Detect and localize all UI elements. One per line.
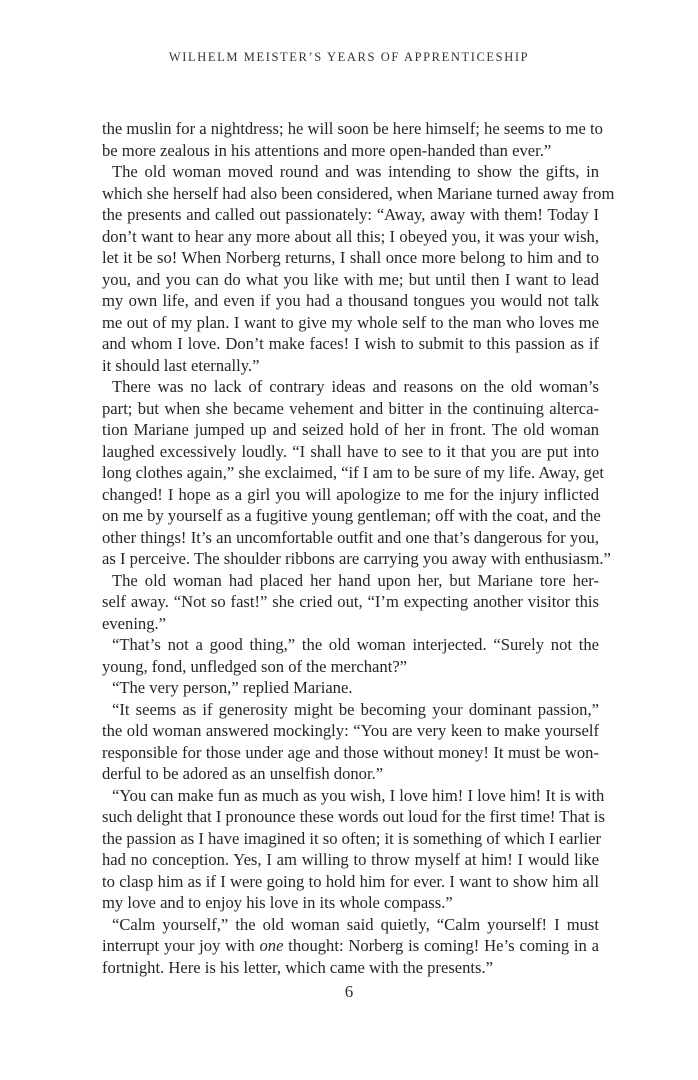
text-line: evening.” (102, 613, 167, 633)
text-line: self away. “Not so fast!” she cried out, “I’m expecting another visitor this (102, 592, 599, 611)
text-line: fortnight. Here is his letter, which came with the presents.” (102, 957, 494, 977)
text-line: be more zealous in his attentions and more open-handed than ever.” (102, 140, 552, 160)
text-line: on me by yourself as a fugitive young gentleman; off with the coat, and the (102, 506, 601, 525)
text-line: and whom I love. Don’t make faces! I wish to submit to this passion as if (102, 334, 599, 353)
running-head: WILHELM MEISTER’S YEARS OF APPRENTICESHIP (168, 50, 530, 64)
text-line: let it be so! When Norberg returns, I shall once more belong to him and to (102, 248, 599, 267)
text-line: such delight that I pronounce these words out loud for the first time! That is (102, 807, 605, 826)
text-line: you, and you can do what you like with me; but until then I want to lead (102, 269, 599, 289)
text-run: thought: Norberg is coming! He’s coming in a (283, 936, 599, 955)
text-line: which she herself had also been considered, when Mariane turned away from (102, 183, 615, 203)
text-line: the presents and called out passionately: “Away, away with them! Today I (102, 205, 599, 224)
page-number: 6 (344, 982, 354, 1001)
text-line: the muslin for a nightdress; he will soon be here himself; he seems to me to (102, 119, 603, 138)
text-line: it should last eternally.” (102, 355, 260, 375)
text-line: part; but when she became vehement and bitter in the continuing alterca- (102, 398, 599, 418)
text-line: my love and to enjoy his love in its whole compass.” (102, 893, 453, 912)
text-line: the passion as I have imagined it so often; it is something of which I earlier (102, 828, 602, 848)
paragraph-start-line: “You can make fun as much as you wish, I love him! I love him! It is with (112, 785, 605, 805)
paragraph-start-line: “It seems as if generosity might be becoming your dominant passion,” (112, 699, 599, 719)
paragraph-start-line: The old woman moved round and was intending to show the gifts, in (112, 162, 599, 181)
text-line: my own life, and even if you had a thousand tongues you would not talk (102, 291, 599, 310)
text-line: young, fond, unfledged son of the merchant?” (102, 656, 408, 676)
text-line: responsible for those under age and those without money! It must be won- (102, 742, 599, 762)
text-run: interrupt your joy with (102, 936, 260, 955)
text-line: other things! It’s an uncomfortable outfit and one that’s dangerous for you, (102, 527, 599, 547)
text-line: to clasp him as if I were going to hold him for ever. I want to show him all (102, 871, 599, 891)
body-text (102, 118, 615, 978)
paragraph-start-line: “Calm yourself,” the old woman said quietly, “Calm yourself! I must (112, 914, 599, 934)
text-line-with-italic (102, 935, 599, 957)
text-line: the old woman answered mockingly: “You are very keen to make yourself (102, 721, 599, 740)
text-line: as I perceive. The shoulder ribbons are carrying you away with enthusiasm.” (102, 549, 611, 568)
text-line: don’t want to hear any more about all this; I obeyed you, it was your wish, (102, 226, 599, 246)
text-line: tion Mariane jumped up and seized hold of her in front. The old woman (102, 420, 599, 439)
paragraph-start-line: “The very person,” replied Mariane. (112, 678, 353, 697)
paragraph-start-line: “That’s not a good thing,” the old woman interjected. “Surely not the (112, 635, 599, 654)
text-line: derful to be adored as an unselfish donor.” (102, 764, 384, 783)
text-line: long clothes again,” she exclaimed, “if I am to be sure of my life. Away, get (102, 463, 604, 482)
italic-emphasis: one (259, 936, 284, 955)
text-line: had no conception. Yes, I am willing to throw myself at him! I would like (102, 850, 599, 869)
paragraph-start-line: The old woman had placed her hand upon her, but Mariane tore her- (112, 570, 599, 590)
text-line: changed! I hope as a girl you will apologize to me for the injury inflicted (102, 484, 599, 504)
text-line: me out of my plan. I want to give my whole self to the man who loves me (102, 312, 599, 332)
text-line: laughed excessively loudly. “I shall have to see to it that you are put into (102, 441, 599, 461)
paragraph-start-line: There was no lack of contrary ideas and reasons on the old woman’s (112, 377, 599, 396)
